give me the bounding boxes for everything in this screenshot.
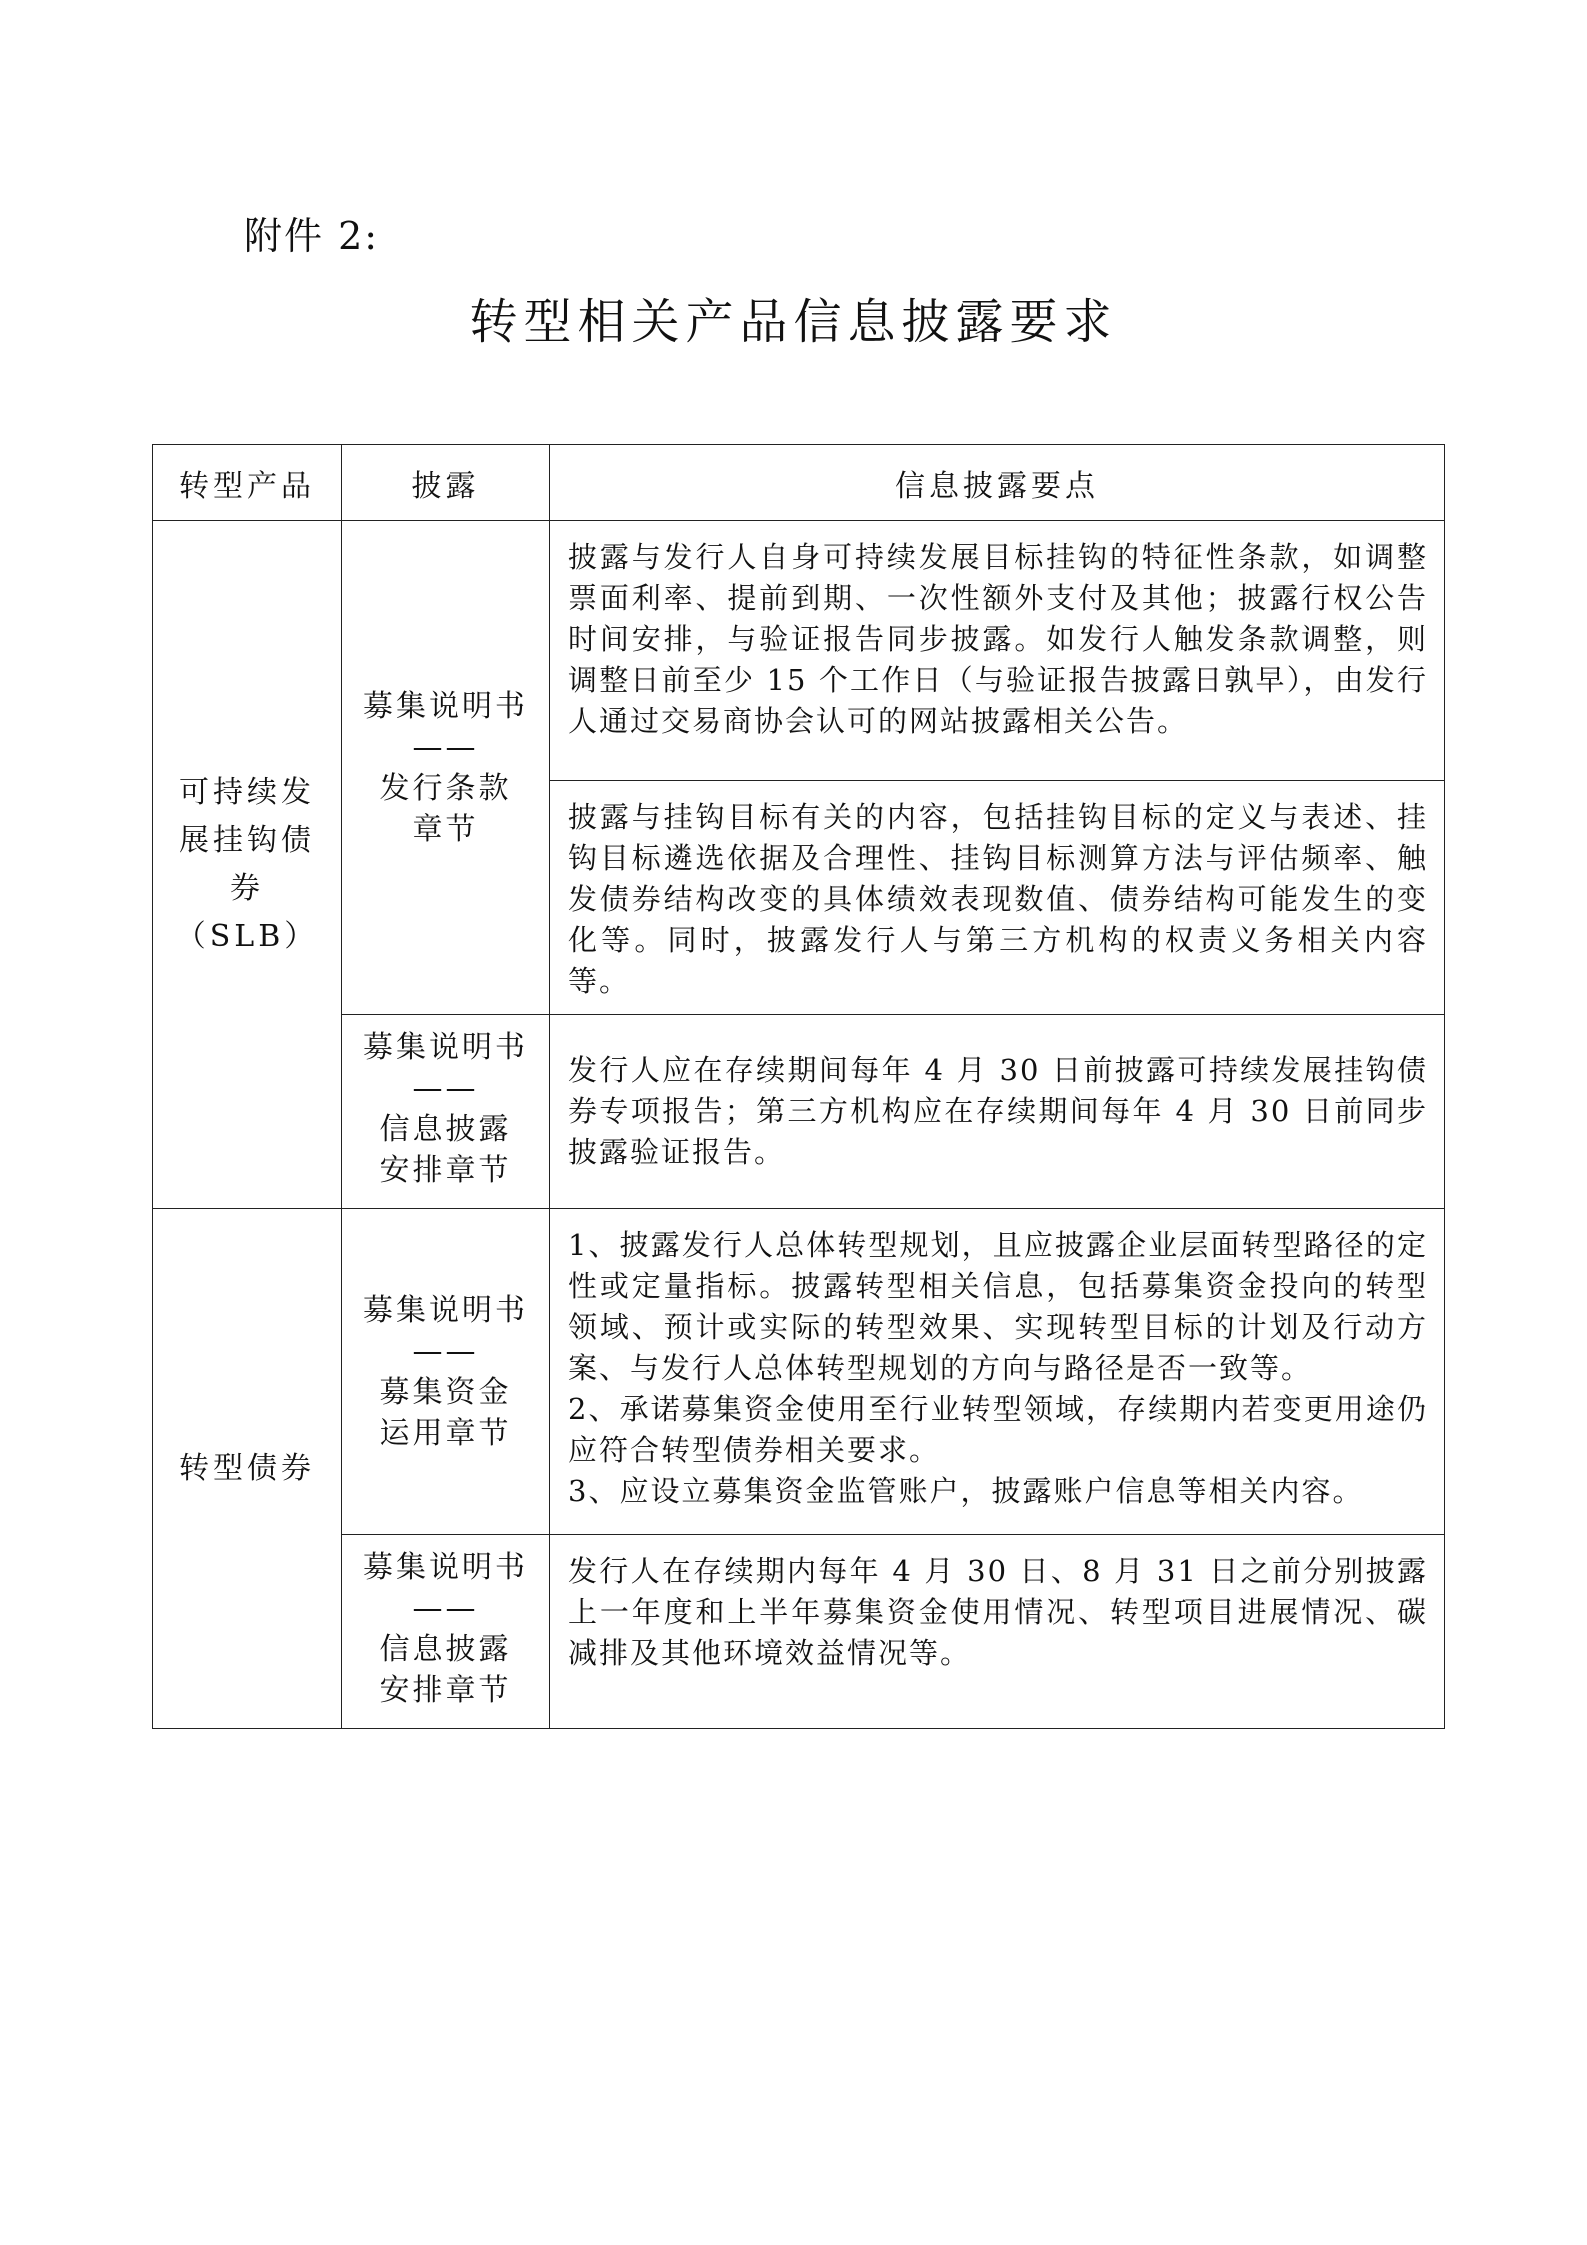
- section-disclosure-arrangement: 募集说明书 —— 信息披露 安排章节: [342, 1015, 550, 1209]
- header-disclosure: 披露: [342, 445, 550, 521]
- product-transition-bond: 转型债券: [153, 1209, 342, 1729]
- header-key-points: 信息披露要点: [550, 445, 1445, 521]
- table-header-row: [153, 445, 1445, 521]
- product-slb: 可持续发展挂钩债券（SLB）: [153, 521, 342, 1209]
- table-row: [153, 521, 1445, 781]
- attachment-label: 附件 2:: [244, 214, 380, 258]
- slb-disclosure-point: 发行人应在存续期间每年 4 月 30 日前披露可持续发展挂钩债券专项报告；第三方机构应在存续期间每年 4 月 30 日前同步披露验证报告。: [550, 1015, 1445, 1209]
- table-row: [153, 1209, 1445, 1535]
- slb-terms-point-2: 披露与挂钩目标有关的内容，包括挂钩目标的定义与表述、挂钩目标遴选依据及合理性、挂钩目标测算方法与评估频率、触发债券结构改变的具体绩效表现数值、债券结构可能发生的变化等。同时，披露发行人与第三方机构的权责义务相关内容等。: [550, 781, 1445, 1015]
- disclosure-requirements-table: [152, 444, 1445, 1729]
- transition-fund-point-3: 3、应设立募集资金监管账户，披露账户信息等相关内容。: [568, 1474, 1364, 1508]
- transition-fund-points: [550, 1209, 1445, 1535]
- section-disclosure-arrangement: 募集说明书 —— 信息披露 安排章节: [342, 1535, 550, 1729]
- header-product: 转型产品: [153, 445, 342, 521]
- transition-fund-point-2: 2、承诺募集资金使用至行业转型领域，存续期内若变更用途仍应符合转型债券相关要求。: [568, 1392, 1428, 1467]
- section-issuance-terms: 募集说明书 —— 发行条款 章节: [342, 521, 550, 1015]
- document-title: 转型相关产品信息披露要求: [469, 294, 1118, 350]
- transition-fund-point-1: 1、披露发行人总体转型规划，且应披露企业层面转型路径的定性或定量指标。披露转型相关信息，包括募集资金投向的转型领域、预计或实际的转型效果、实现转型目标的计划及行动方案、与发行人总体转型规划的方向与路径是否一致等。: [568, 1228, 1428, 1385]
- section-fund-use: 募集说明书 —— 募集资金 运用章节: [342, 1209, 550, 1535]
- table-row: [153, 1535, 1445, 1729]
- slb-terms-point-1: 披露与发行人自身可持续发展目标挂钩的特征性条款，如调整票面利率、提前到期、一次性额外支付及其他；披露行权公告时间安排，与验证报告同步披露。如发行人触发条款调整，则调整日前至少 15 个工作日（与验证报告披露日孰早），由发行人通过交易商协会认可的网站披露相关公告。: [550, 521, 1445, 781]
- transition-disclosure-point: 发行人在存续期内每年 4 月 30 日、8 月 31 日之前分别披露上一年度和上半年募集资金使用情况、转型项目进展情况、碳减排及其他环境效益情况等。: [550, 1535, 1445, 1729]
- table-row: [153, 1015, 1445, 1209]
